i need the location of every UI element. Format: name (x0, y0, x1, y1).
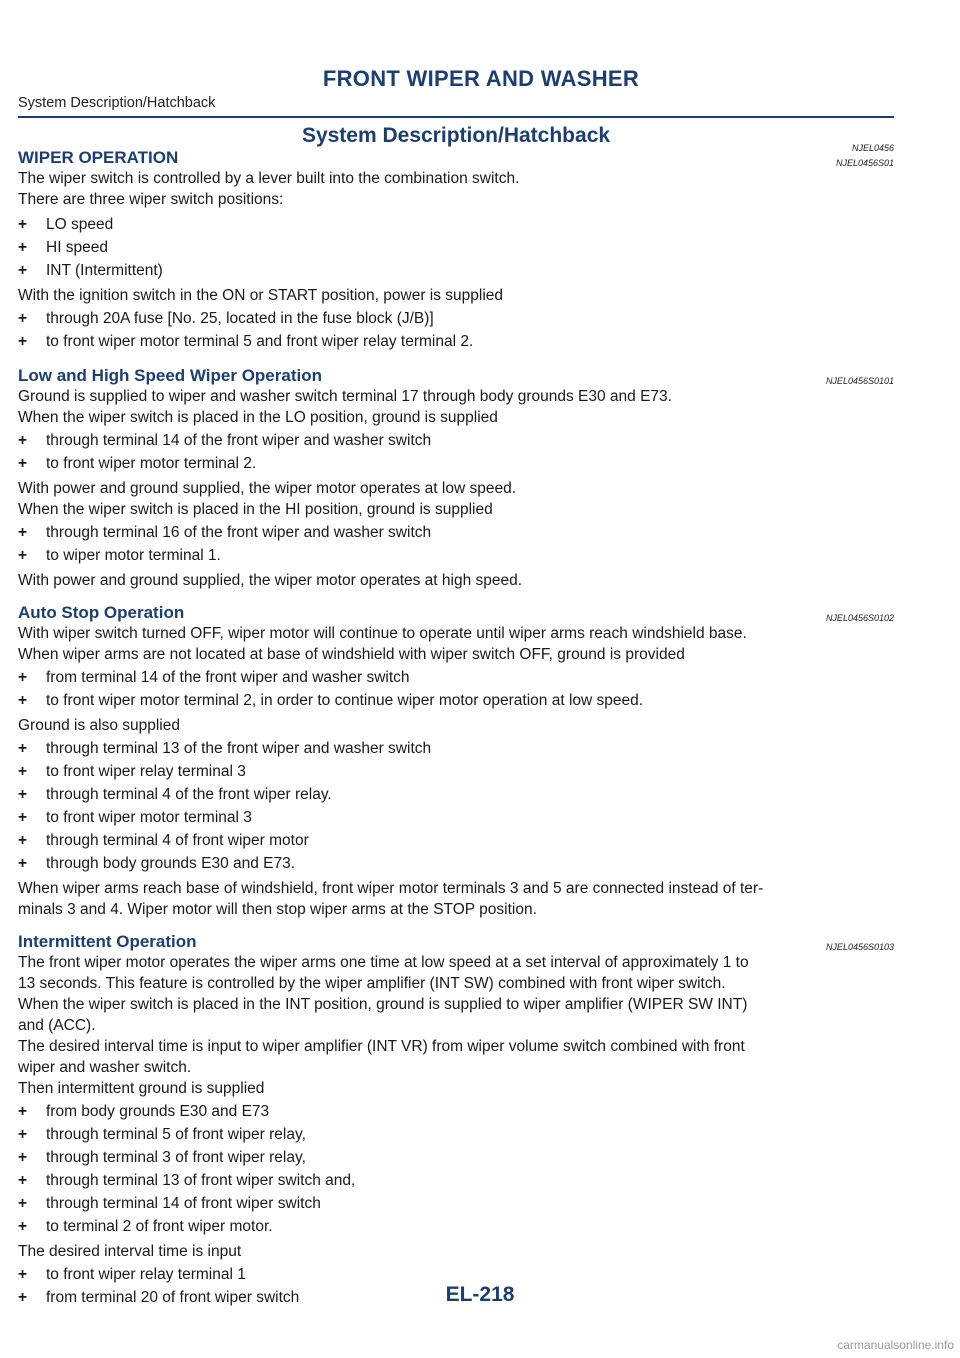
section-code: NJEL0456S0103 (825, 942, 894, 952)
bullet-item (18, 830, 894, 851)
plus-bullet-icon: + (18, 1172, 28, 1189)
plus-bullet-icon: + (18, 740, 28, 757)
paragraph-line: Ground is also supplied (18, 717, 180, 734)
bullet-text: LO speed (46, 216, 114, 233)
bullet-text: from terminal 14 of the front wiper and washer switch (46, 669, 410, 686)
paragraph-line: and (ACC). (18, 1017, 96, 1034)
plus-bullet-icon: + (18, 692, 28, 709)
section-code: NJEL0456S0101 (825, 376, 894, 386)
plus-bullet-icon: + (18, 1103, 28, 1120)
main-content (18, 124, 894, 1310)
bullet-text: to terminal 2 of front wiper motor. (46, 1218, 273, 1235)
paragraph-line: When wiper arms are not located at base of windshield with wiper switch OFF, ground is provided (18, 646, 685, 663)
bullet-item (18, 214, 894, 235)
plus-bullet-icon: + (18, 763, 28, 780)
bullet-text: through terminal 14 of front wiper switch (46, 1195, 321, 1212)
bullet-text: INT (Intermittent) (46, 262, 163, 279)
bullet-text: to wiper motor terminal 1. (46, 547, 221, 564)
page-header (18, 66, 894, 111)
plus-bullet-icon: + (18, 786, 28, 803)
section-heading-row (18, 148, 894, 168)
bullet-item (18, 522, 894, 543)
watermark: carmanualsonline.info (837, 1338, 954, 1352)
bullet-item (18, 237, 894, 258)
bullet-item (18, 545, 894, 566)
plus-bullet-icon: + (18, 432, 28, 449)
bullet-item (18, 1124, 894, 1145)
bullet-text: through body grounds E30 and E73. (46, 855, 296, 872)
plus-bullet-icon: + (18, 855, 28, 872)
paragraph-line: When the wiper switch is placed in the INT position, ground is supplied to wiper amplifier (WIPER SW INT) (18, 996, 748, 1013)
bullet-item (18, 1193, 894, 1214)
section-heading: Low and High Speed Wiper Operation (18, 366, 322, 385)
plus-bullet-icon: + (18, 1266, 28, 1283)
bullet-text: to front wiper motor terminal 5 and front wiper relay terminal 2. (46, 333, 474, 350)
plus-bullet-icon: + (18, 547, 28, 564)
plus-bullet-icon: + (18, 1289, 28, 1306)
bullet-item (18, 453, 894, 474)
bullet-item (18, 1101, 894, 1122)
bullet-text: to front wiper motor terminal 2, in order to continue wiper motor operation at low speed. (46, 692, 644, 709)
bullet-item (18, 853, 894, 874)
paragraph-line: With the ignition switch in the ON or START position, power is supplied (18, 287, 504, 304)
bullet-text: through terminal 4 of the front wiper relay. (46, 786, 332, 803)
main-title: System Description/Hatchback (301, 124, 611, 147)
plus-bullet-icon: + (18, 1149, 28, 1166)
section-heading-row (18, 366, 894, 386)
bullet-item (18, 807, 894, 828)
bullet-item (18, 308, 894, 329)
section-heading: Auto Stop Operation (18, 603, 185, 622)
bullet-item (18, 430, 894, 451)
bullet-text: from terminal 20 of front wiper switch (46, 1289, 300, 1306)
bullet-item (18, 690, 894, 711)
paragraph-line: When wiper arms reach base of windshield, front wiper motor terminals 3 and 5 are connected instead of ter- (18, 880, 764, 897)
section-heading: Intermittent Operation (18, 932, 197, 951)
paragraph-line: 13 seconds. This feature is controlled by the wiper amplifier (INT SW) combined with front wiper switch. (18, 975, 726, 992)
section-code: NJEL0456 (851, 143, 894, 153)
bullet-item (18, 761, 894, 782)
plus-bullet-icon: + (18, 216, 28, 233)
bullet-text: through terminal 5 of front wiper relay, (46, 1126, 306, 1143)
plus-bullet-icon: + (18, 809, 28, 826)
paragraph-line: With wiper switch turned OFF, wiper motor will continue to operate until wiper arms reach windshield base. (18, 625, 747, 642)
plus-bullet-icon: + (18, 1218, 28, 1235)
paragraph-line: The desired interval time is input to wiper amplifier (INT VR) from wiper volume switch combined with front (18, 1038, 745, 1055)
bullet-text: through terminal 16 of the front wiper and washer switch (46, 524, 432, 541)
plus-bullet-icon: + (18, 1126, 28, 1143)
bullet-item (18, 1216, 894, 1237)
bullet-item (18, 738, 894, 759)
plus-bullet-icon: + (18, 239, 28, 256)
paragraph-line: wiper and washer switch. (18, 1059, 192, 1076)
plus-bullet-icon: + (18, 310, 28, 327)
bullet-text: from body grounds E30 and E73 (46, 1103, 270, 1120)
page-number: EL-218 (445, 1283, 515, 1306)
bullet-text: through terminal 3 of front wiper relay, (46, 1149, 306, 1166)
bullet-item (18, 1147, 894, 1168)
paragraph-line: The front wiper motor operates the wiper arms one time at low speed at a set interval of approximately 1 to (18, 954, 749, 971)
header-title: FRONT WIPER AND WASHER (322, 66, 640, 91)
bullet-text: through terminal 13 of front wiper switch and, (46, 1172, 356, 1189)
plus-bullet-icon: + (18, 669, 28, 686)
bullet-item (18, 260, 894, 281)
plus-bullet-icon: + (18, 262, 28, 279)
paragraph-line: There are three wiper switch positions: (18, 191, 284, 208)
section-heading-row (18, 603, 894, 623)
header-subtitle: System Description/Hatchback (18, 95, 216, 111)
paragraph-line: With power and ground supplied, the wiper motor operates at low speed. (18, 480, 517, 497)
paragraph-line: With power and ground supplied, the wiper motor operates at high speed. (18, 572, 523, 589)
paragraph-line: When the wiper switch is placed in the LO position, ground is supplied (18, 409, 498, 426)
bullet-item (18, 1264, 894, 1285)
bullet-text: through terminal 4 of front wiper motor (46, 832, 309, 849)
plus-bullet-icon: + (18, 524, 28, 541)
plus-bullet-icon: + (18, 455, 28, 472)
bullet-text: to front wiper relay terminal 1 (46, 1266, 246, 1283)
paragraph-line: Then intermittent ground is supplied (18, 1080, 265, 1097)
bullet-text: HI speed (46, 239, 109, 256)
section-code: NJEL0456S01 (835, 158, 894, 168)
paragraph-line: Ground is supplied to wiper and washer switch terminal 17 through body grounds E30 and E73. (18, 388, 672, 405)
bullet-item (18, 784, 894, 805)
plus-bullet-icon: + (18, 333, 28, 350)
bullet-text: through 20A fuse [No. 25, located in the fuse block (J/B)] (46, 310, 434, 327)
bullet-item (18, 1170, 894, 1191)
bullet-item (18, 331, 894, 352)
bullet-item (18, 667, 894, 688)
bullet-text: through terminal 14 of the front wiper and washer switch (46, 432, 432, 449)
plus-bullet-icon: + (18, 832, 28, 849)
bullet-text: through terminal 13 of the front wiper and washer switch (46, 740, 432, 757)
paragraph-line: When the wiper switch is placed in the HI position, ground is supplied (18, 501, 493, 518)
bullet-text: to front wiper motor terminal 2. (46, 455, 257, 472)
bullet-text: to front wiper motor terminal 3 (46, 809, 252, 826)
section-heading: WIPER OPERATION (18, 148, 179, 167)
paragraph-line: The desired interval time is input (18, 1243, 242, 1260)
main-title-row (18, 124, 894, 153)
paragraph-line: The wiper switch is controlled by a lever built into the combination switch. (18, 170, 520, 187)
plus-bullet-icon: + (18, 1195, 28, 1212)
section-code: NJEL0456S0102 (825, 613, 894, 623)
bullet-text: to front wiper relay terminal 3 (46, 763, 246, 780)
header-rule (18, 116, 894, 118)
section-heading-row (18, 932, 894, 952)
paragraph-line: minals 3 and 4. Wiper motor will then stop wiper arms at the STOP position. (18, 901, 537, 918)
